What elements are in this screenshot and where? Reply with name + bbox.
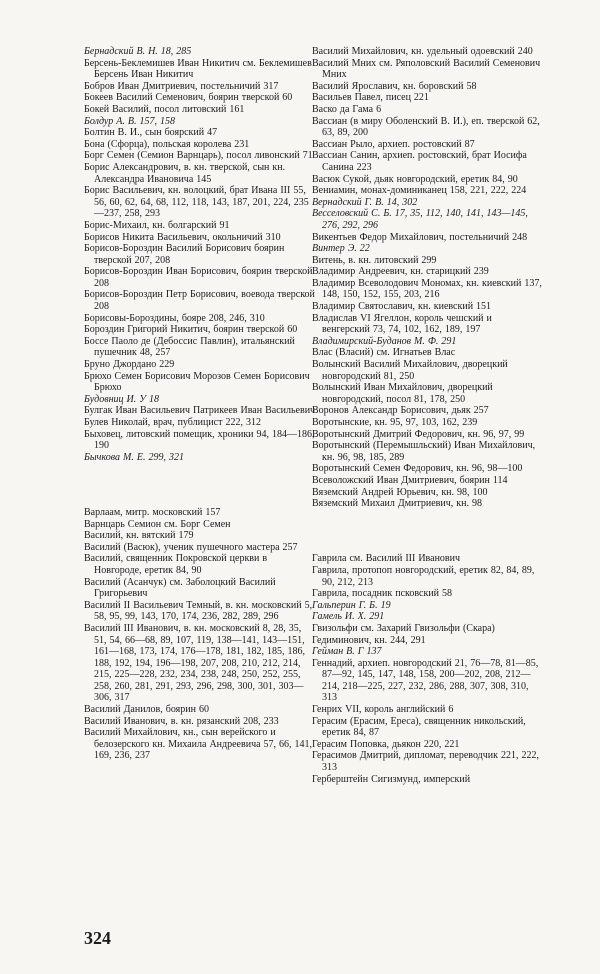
left-column	[84, 46, 316, 762]
index-entry: Гвизольфи см. Захарий Гвизольфи (Скара)	[312, 622, 495, 634]
index-entry: Викентьев Федор Михайлович, постельничий 248	[312, 231, 528, 243]
index-entry: Гейман В. Г 137	[312, 646, 382, 658]
index-entry: Борис Александрович, в. кн. тверской, сын кн. Александра Ивановича 145	[84, 161, 286, 185]
index-entry: Воротынские, кн. 95, 97, 103, 162, 239	[312, 417, 478, 428]
index-entry: Волынский Иван Михайлович, дворецкий новгородский, посол 81, 178, 250	[312, 382, 493, 405]
index-entry: Варнцарь Семион см. Борг Семен	[84, 518, 231, 530]
index-entry: Боссе Паоло де (Дебоссис Павлин), итальянский пушечник 48, 257	[84, 335, 295, 359]
index-entry: Борисов-Бороздин Петр Борисович, воевода тверской 208	[84, 289, 315, 313]
index-entry: Весселовский С. Б. 17, 35, 112, 140, 141, 143—145, 276, 292, 296	[312, 208, 528, 231]
index-entry: Генрих VII, король английский 6	[312, 704, 454, 716]
index-entry: Вяземский Андрей Юрьевич, кн. 98, 100	[312, 486, 488, 498]
index-entry: Борис Васильевич, кн. волоцкий, брат Ивана III 55, 56, 60, 62, 64, 68, 112, 118, 143, 187, 201, 224, 235—237, 258, 293	[84, 185, 309, 220]
index-entry: Волынский Василий Михайлович, дворецкий новгородский 81, 250	[312, 359, 508, 382]
index-entry: Вассиан (в миру Оболенский В. И.), еп. тверской 62, 63, 89, 200	[312, 115, 540, 139]
section-gap	[84, 479, 316, 491]
index-entry: Витень, в. кн. литовский 299	[312, 254, 437, 266]
index-entry: Вяземский Михаил Дмитриевич, кн. 98	[312, 498, 482, 510]
index-entry: Василий Мних см. Ряполовский Василий Семенович Мних	[312, 57, 541, 81]
index-entry: Василий Михайлович, кн., сын верейского и белозерского кн. Михаила Андреевича 57, 66, 141, 169, 236, 237	[84, 727, 313, 762]
index-entry: Гамель И. Х. 291	[312, 611, 385, 623]
index-entry: Вассиан Санин, архиеп. ростовский, брат Иосифа Санина 223	[312, 150, 527, 173]
index-entry: Борг Семен (Семион Варнцарь), посол ливонский 71	[84, 150, 313, 162]
index-entry: Бычкова М. Е. 299, 321	[84, 451, 184, 463]
index-entry: Владимир Всеволодович Мономах, кн. киевский 137, 148, 150, 152, 155, 203, 216	[312, 277, 542, 301]
index-entry: Воротынский Дмитрий Федорович, кн. 96, 97, 99	[312, 428, 525, 440]
index-entry: Бороздин Григорий Никитич, боярин тверской 60	[84, 324, 298, 336]
index-entry: Булев Николай, врач, публицист 222, 312	[84, 417, 261, 428]
index-entry: Бокеев Василий Семенович, боярин тверской 60	[84, 92, 293, 104]
index-entry: Гальперин Г. Б. 19	[312, 599, 391, 611]
index-entry: Воронов Александр Борисович, дьяк 257	[312, 405, 489, 417]
index-entry: Васильев Павел, писец 221	[312, 92, 429, 104]
section-gap	[312, 526, 542, 538]
index-entry: Бруно Джордано 229	[84, 359, 175, 371]
index-entry: Берсень-Беклемишев Иван Никитич см. Беклемишев Берсень Иван Никитич	[84, 57, 312, 81]
index-entry: Васко да Гама 6	[312, 103, 382, 115]
index-entry: Будовниц И. У 18	[84, 393, 159, 405]
index-entry: Болдур А. В. 157, 158	[84, 115, 175, 127]
index-entry: Бокей Василий, посол литовский 161	[84, 103, 245, 115]
index-entry: Булгак Иван Васильевич Патрикеев Иван Васильевич	[84, 405, 316, 417]
index-entry: Борисовы-Бороздины, бояре 208, 246, 310	[84, 312, 265, 324]
index-entry: Борисов-Бороздин Василий Борисович боярин тверской 207, 208	[84, 243, 285, 266]
index-entry: Брюхо Семен Борисович Морозов Семен Борисович Брюхо	[84, 370, 310, 394]
page-number: 324	[84, 928, 111, 948]
index-entry: Гедиминович, кн. 244, 291	[312, 634, 426, 646]
index-entry: Болтин В. И., сын боярский 47	[84, 127, 218, 139]
index-entry: Гаврила, протопоп новгородский, еретик 82, 84, 89, 90, 212, 213	[312, 564, 535, 588]
index-entry: Герасим Поповка, дьякон 220, 221	[312, 738, 460, 750]
index-entry: Вассиан Рыло, архиеп. ростовский 87	[312, 138, 475, 150]
index-entry: Герберштейн Сигизмунд, имперский	[312, 773, 471, 785]
index-entry: Вениамин, монах-доминиканец 158, 221, 222, 224	[312, 185, 527, 197]
index-entry: Бона (Сфорца), польская королева 231	[84, 138, 250, 150]
index-entry: Василий (Васюк), ученик пушечного мастера 257	[84, 541, 298, 553]
index-entry: Бобров Иван Дмитриевич, постельничий 317	[84, 80, 279, 92]
index-entry: Воротынский (Перемышльский) Иван Михайлович, кн. 96, 98, 185, 289	[312, 440, 536, 463]
index-entry: Васюк Сукой, дьяк новгородский, еретик 84, 90	[312, 173, 518, 185]
index-entry: Владимир Святославич, кн. киевский 151	[312, 301, 492, 313]
index-entry: Геннадий, архиеп. новгородский 21, 76—78, 81—85, 87—92, 145, 147, 148, 158, 200—202, 208, 212—214, 218—225, 227, 232, 286, 288, 307, 308, 310, 313	[312, 657, 539, 704]
index-entry: Варлаам, митр. московский 157	[84, 506, 221, 518]
index-entry: Владимир Андреевич, кн. старицкий 239	[312, 266, 489, 278]
index-entry: Герасимов Дмитрий, дипломат, переводчик 221, 222, 313	[312, 750, 540, 774]
index-entry: Бернадский В. Н. 18, 285	[84, 46, 192, 57]
index-entry: Василий (Асанчук) см. Заболоцкий Василий Григорьевич	[84, 576, 276, 600]
index-entry: Василий Михайлович, кн. удельный одоевский 240	[312, 46, 533, 57]
index-entry: Винтер Э. 22	[312, 243, 370, 255]
right-column	[312, 46, 542, 785]
index-entry: Владислав VI Ягеллон, король чешский и венгерский 73, 74, 102, 162, 189, 197	[312, 312, 492, 336]
index-entry: Василий, священник Покровской церкви в Новгороде, еретик 84, 90	[84, 553, 268, 576]
index-entry: Вернадский Г. В. 14, 302	[312, 196, 418, 208]
index-entry: Борис-Михаил, кн. болгарский 91	[84, 219, 230, 231]
index-entry: Всеволожский Иван Дмитриевич, боярин 114	[312, 474, 508, 486]
index-entry: Гаврила, посадник псковский 58	[312, 588, 453, 600]
index-entry: Василий II Васильевич Темный, в. кн. московский 5, 58, 95, 99, 143, 170, 174, 236, 282, 289, 296	[84, 599, 313, 623]
index-entry: Борисов-Бороздин Иван Борисович, боярин тверской 208	[84, 266, 313, 289]
index-entry: Влас (Власий) см. Игнатьев Влас	[312, 347, 456, 359]
index-entry: Василий Ярославич, кн. боровский 58	[312, 80, 477, 92]
index-entry: Герасим (Ерасим, Ереса), священник никольский, еретик 84, 87	[312, 715, 526, 739]
index-entry: Быховец, литовский помещик, хроники 94, 184—186, 190	[84, 428, 315, 452]
index-entry: Василий Данилов, боярин 60	[84, 704, 209, 716]
index-entry: Василий Иванович, в. кн. рязанский 208, 233	[84, 715, 279, 727]
index-entry: Владимирский-Буданов М. Ф. 291	[312, 335, 457, 347]
index-entry: Василий III Иванович, в. кн. московский 8, 28, 35, 51, 54, 66—68, 89, 107, 119, 138—141, 143—151, 161—168, 173, 174, 176—178, 181, 182, 185, 186, 188, 192, 194, 196—198, 207, 208, 210, 212, 214, 215, 225—228, 232, 234, 238, 248, 250, 252, 255, 258, 260, 281, 291, 293, 296, 298, 300, 301, 303—306, 317	[84, 622, 305, 704]
index-entry: Василий, кн. вятский 179	[84, 530, 194, 542]
index-entry: Воротынский Семен Федорович, кн. 96, 98—100	[312, 463, 523, 475]
index-entry: Борисов Никита Васильевич, окольничий 310	[84, 231, 281, 243]
index-entry: Гаврила см. Василий III Иванович	[312, 553, 461, 565]
